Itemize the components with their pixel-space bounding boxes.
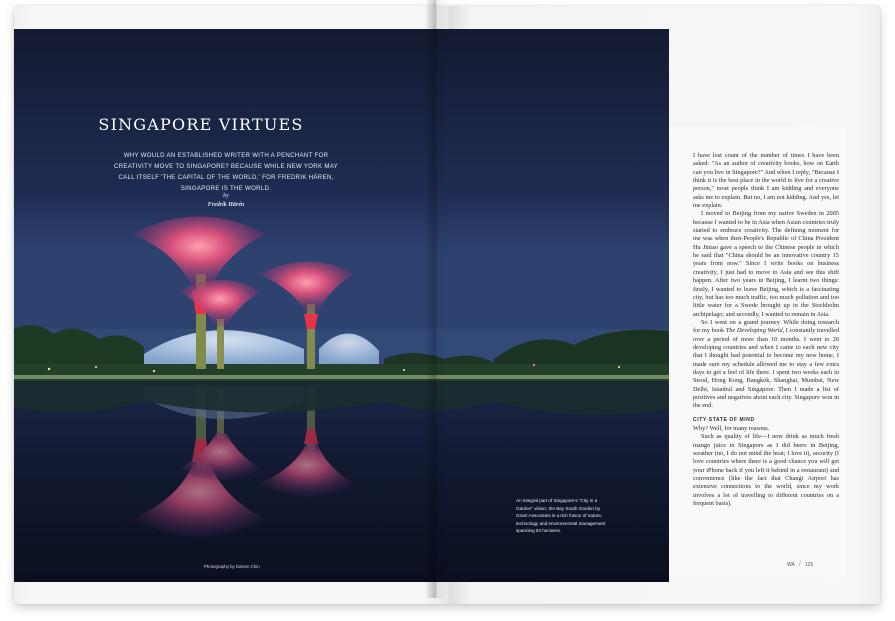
paragraph: I moved to Beijing from my native Sweden in 2005 because I wanted to be in Asia when Asian countries truly started to embrace creativity. The defining moment for me was when then-People's Republic of China President Hu Jintao gave a speech to the Chinese people in which he said that "China should be an innovative country 15 years from now." Since I write books on business creativity, I just had to move to Asia and see this shift happen. After two years in Beijing, I learnt two things: firstly, I wanted to leave Beijing, which is a fascinating city, but has too much traffic, too much pollution and too little water for a Swede brought up in the Stockholm archipelago; and secondly, I wanted to remain in Asia.: [693, 210, 839, 318]
section-subhead: CITY-STATE OF MIND: [693, 416, 755, 423]
paragraph-text: , I constantly travelled over a period of more than 10 months. I went to 20 developing countries and when I came to each new city that I thought had potential to become my new home, I made sure my schedule allowed me to stay a few extra days to get a feel of life there. I spent two weeks each in Seoul, Hong Kong, Bangkok, Shanghai, Mumbai, New Delhi, Istanbul and Singapore. Then I made a list of positives and negatives about each city. Singapore won in the end.: [693, 327, 839, 410]
folio: [787, 561, 813, 568]
paragraph-text: So I went on a grand journey. While doing research for my book: [693, 318, 839, 335]
paragraph: I have lost count of the number of times I have been asked: "As an author of creativity books, how on Earth can you live in Singapore?" And when I reply, "Because I think it is the best place in the world to live for a creative person," most people think I am kidding and everyone asks me to explain. But no, I am not kidding. And yes, let me explain.: [693, 152, 839, 210]
paragraph: [693, 319, 839, 411]
paragraph: Such as quality of life—I now drink as much fresh mango juice in Singapore as I did beers in Beijing, weather (no, I do not mind the heat; I love it), security (I love countries where there is a good chance you will get your iPhone back if you left it behind in a restaurant) and convenience (like the fact that Changi Airport has extensive connections to the world, since my work involves a lot of travelling to different countries on a frequent basis).: [693, 433, 839, 508]
folio-divider: /: [798, 561, 801, 568]
book-title: The Developing World: [725, 327, 783, 335]
page-number: 129: [804, 561, 814, 568]
photo-credit: Photography by Darren Chin: [204, 564, 260, 569]
article-standfirst: WHY WOULD AN ESTABLISHED WRITER WITH A PENCHANT FOR CREATIVITY MOVE TO SINGAPORE? BECAUSE WHILE NEW YORK MAY CALL ITSELF 'THE CAPITAL OF THE WORLD,' FOR FREDRIK HÄREN, SINGAPORE IS THE WORLD.: [113, 152, 339, 192]
article-title: SINGAPORE VIRTUES: [98, 115, 304, 134]
magazine-mark: WA: [787, 561, 795, 568]
photo-caption: An integral part of Singapore's "City in a Garden" vision, the Bay South Garden by Grant Associates is a rich fusion of nature, technology and environmental management spanning 54 hectares.: [516, 498, 606, 534]
paragraph: Why? Well, for many reasons.: [693, 425, 770, 432]
byline-author: Fredrik Härén: [207, 202, 245, 208]
article-body: [693, 152, 839, 508]
byline-prefix: by: [223, 193, 229, 199]
